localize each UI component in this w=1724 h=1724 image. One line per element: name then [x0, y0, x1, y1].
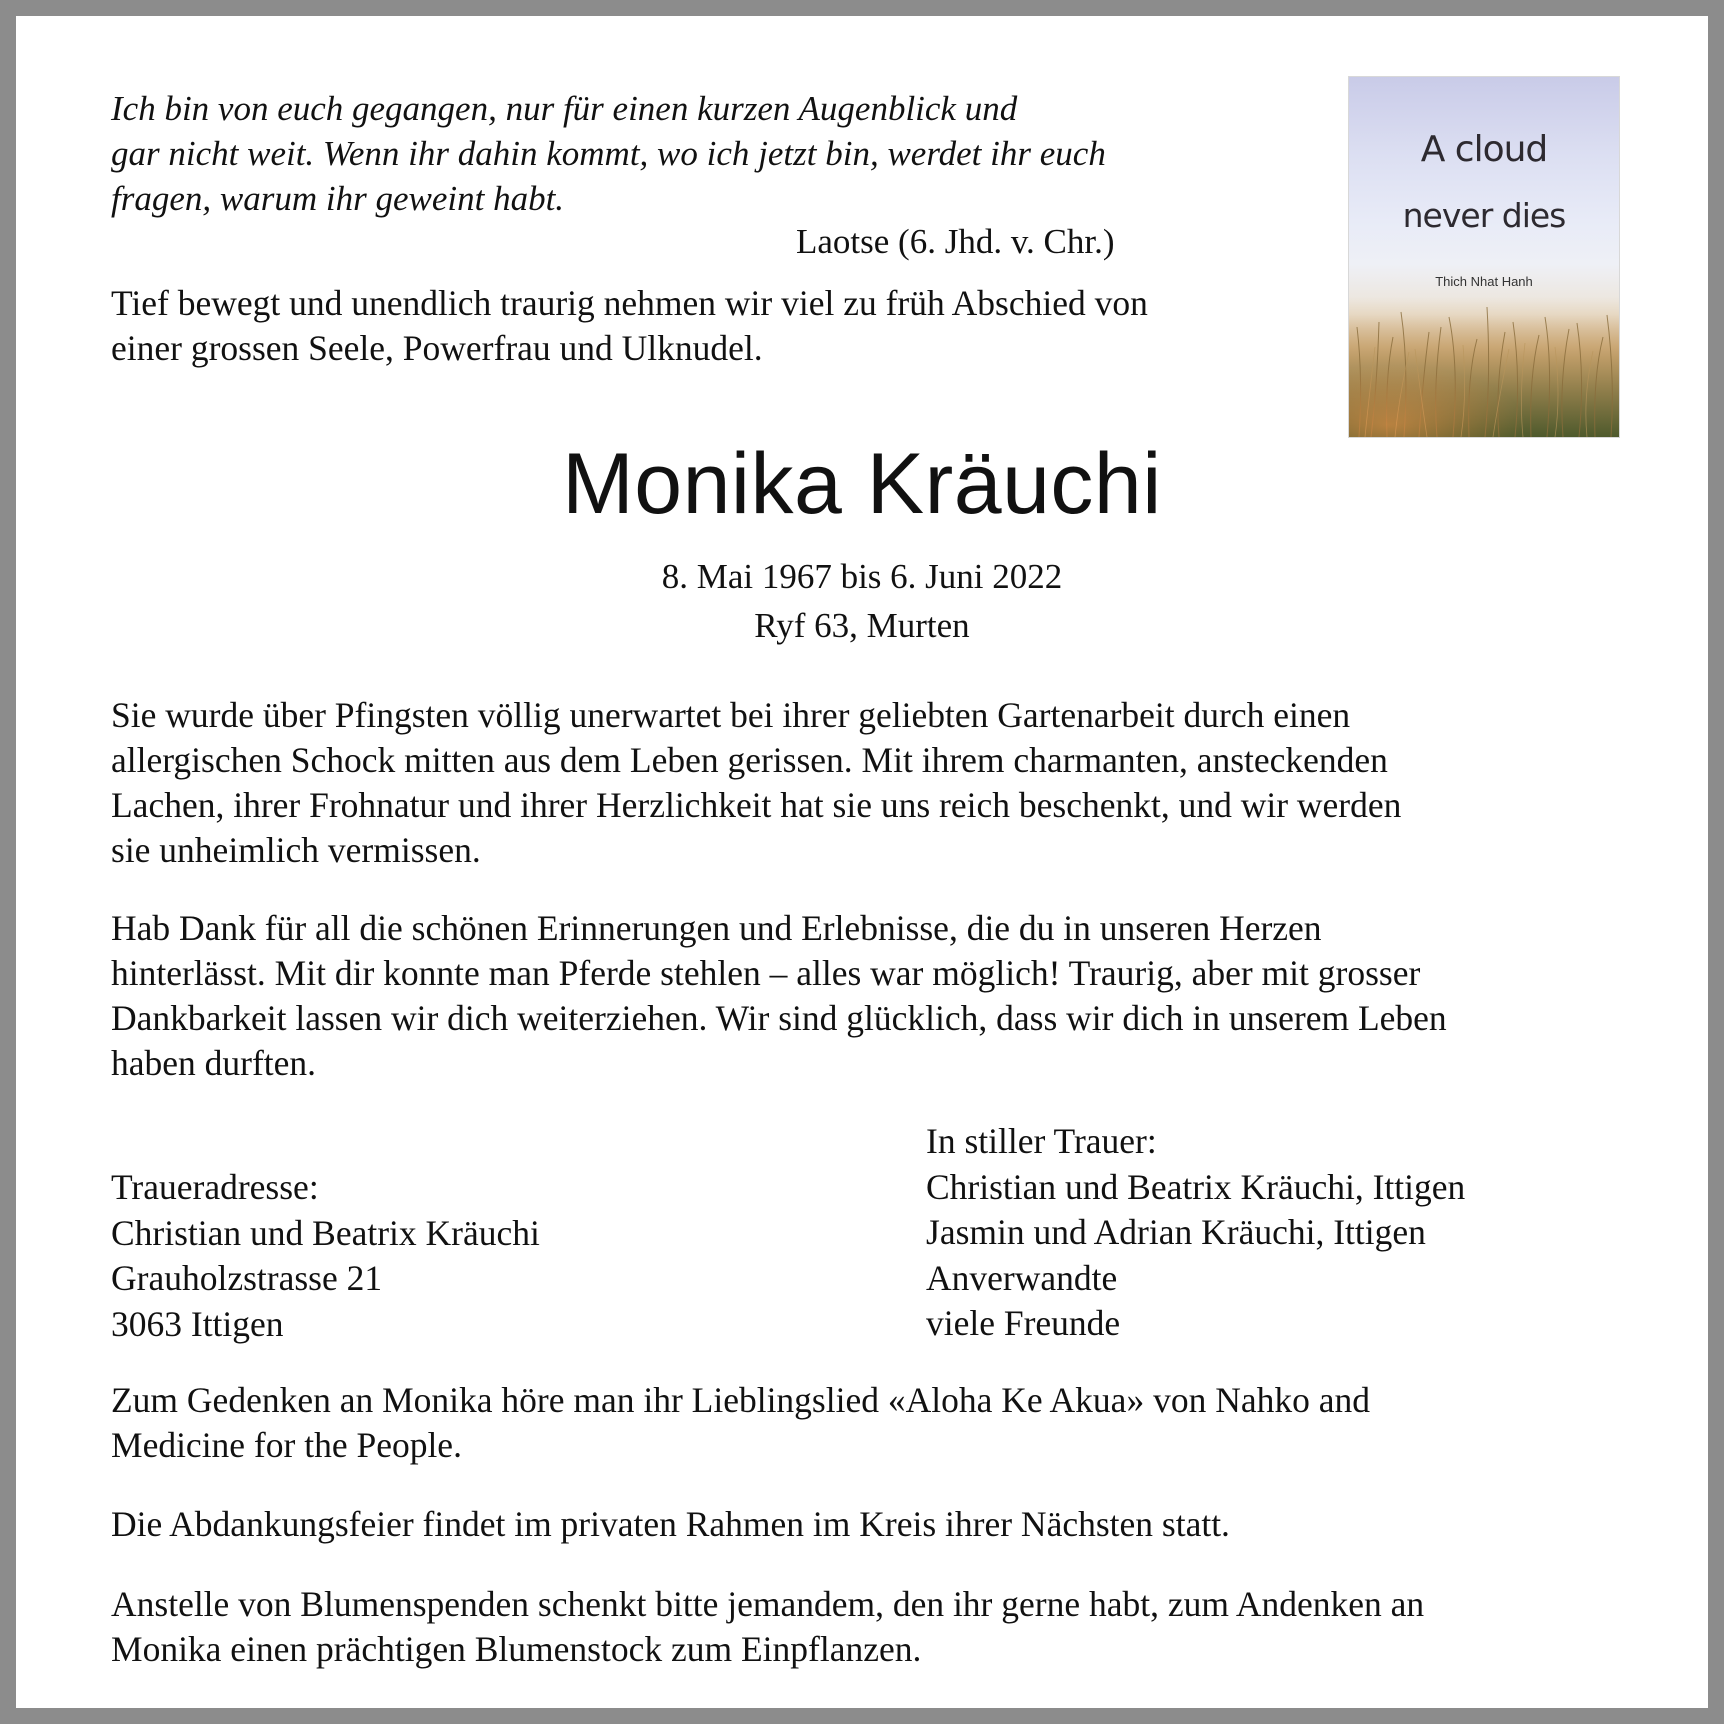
quote	[111, 86, 1291, 221]
paragraph-line: Dankbarkeit lassen wir dich weiterziehen. Wir sind glücklich, dass wir dich in unserem Leben	[111, 998, 1447, 1038]
ceremony-note	[111, 1502, 1671, 1547]
paragraph-line: haben durften.	[111, 1043, 317, 1083]
mourners-list	[926, 1119, 1465, 1347]
quote-line: gar nicht weit. Wenn ihr dahin kommt, wo ich jetzt bin, werdet ihr euch	[111, 134, 1106, 173]
paragraph-line: Monika einen prächtigen Blumenstock zum Einpflanzen.	[111, 1629, 922, 1669]
paragraph-line: Zum Gedenken an Monika höre man ihr Lieblingslied «Aloha Ke Akua» von Nahko and	[111, 1380, 1370, 1420]
paragraph-line: hinterlässt. Mit dir konnte man Pferde stehlen – alles war möglich! Traurig, aber mit grosser	[111, 953, 1421, 993]
paragraph-line: allergischen Schock mitten aus dem Leben gerissen. Mit ihrem charmanten, ansteckenden	[111, 740, 1388, 780]
mourning-address-heading: Traueradresse:	[111, 1167, 319, 1207]
quote-line: fragen, warum ihr geweint habt.	[111, 179, 565, 218]
paragraph-line: Die Abdankungsfeier findet im privaten Rahmen im Kreis ihrer Nächsten statt.	[111, 1504, 1230, 1544]
paragraph-line: Sie wurde über Pfingsten völlig unerwartet bei ihrer geliebten Gartenarbeit durch einen	[111, 695, 1351, 735]
intro-line: einer grossen Seele, Powerfrau und Ulknudel.	[111, 328, 763, 368]
paragraph-line: sie unheimlich vermissen.	[111, 830, 481, 870]
mourner-line: Jasmin und Adrian Kräuchi, Ittigen	[926, 1212, 1426, 1252]
book-title-line2: never dies	[1402, 196, 1566, 235]
obituary-page	[16, 16, 1708, 1708]
mourner-line: viele Freunde	[926, 1303, 1121, 1343]
book-cover-image	[1349, 77, 1619, 437]
mourner-line: Christian und Beatrix Kräuchi, Ittigen	[926, 1166, 1466, 1207]
address-line: Grauholzstrasse 21	[111, 1258, 383, 1298]
paragraph-line: Hab Dank für all die schönen Erinnerungen und Erlebnisse, die du in unseren Herzen	[111, 908, 1322, 948]
paragraph-line: Medicine for the People.	[111, 1425, 462, 1465]
book-title-line1: A cloud	[1420, 129, 1548, 170]
deceased-name: Monika Kräuchi	[562, 436, 1162, 532]
address-line: 3063 Ittigen	[111, 1303, 284, 1344]
intro-line: Tief bewegt und unendlich traurig nehmen wir viel zu früh Abschied von	[111, 283, 1148, 323]
mourning-address	[111, 1165, 540, 1347]
residence: Ryf 63, Murten	[754, 606, 970, 645]
paragraph-line: Anstelle von Blumenspenden schenkt bitte jemandem, den ihr gerne habt, zum Andenken an	[111, 1584, 1425, 1624]
life-dates: 8. Mai 1967 bis 6. Juni 2022	[661, 557, 1063, 596]
quote-attribution: Laotse (6. Jhd. v. Chr.)	[796, 222, 1115, 261]
mourner-line: Anverwandte	[926, 1257, 1118, 1298]
mourners-heading: In stiller Trauer:	[926, 1121, 1157, 1161]
quote-line: Ich bin von euch gegangen, nur für einen kurzen Augenblick und	[111, 89, 1018, 128]
song-note	[111, 1378, 1671, 1468]
book-author: Thich Nhat Hanh	[1435, 274, 1533, 289]
address-line: Christian und Beatrix Kräuchi	[111, 1212, 540, 1253]
tribute-paragraph	[111, 693, 1671, 873]
flowers-note	[111, 1582, 1671, 1672]
paragraph-line: Lachen, ihrer Frohnatur und ihrer Herzlichkeit hat sie uns reich beschenkt, und wir werden	[111, 785, 1402, 825]
thanks-paragraph	[111, 906, 1671, 1086]
